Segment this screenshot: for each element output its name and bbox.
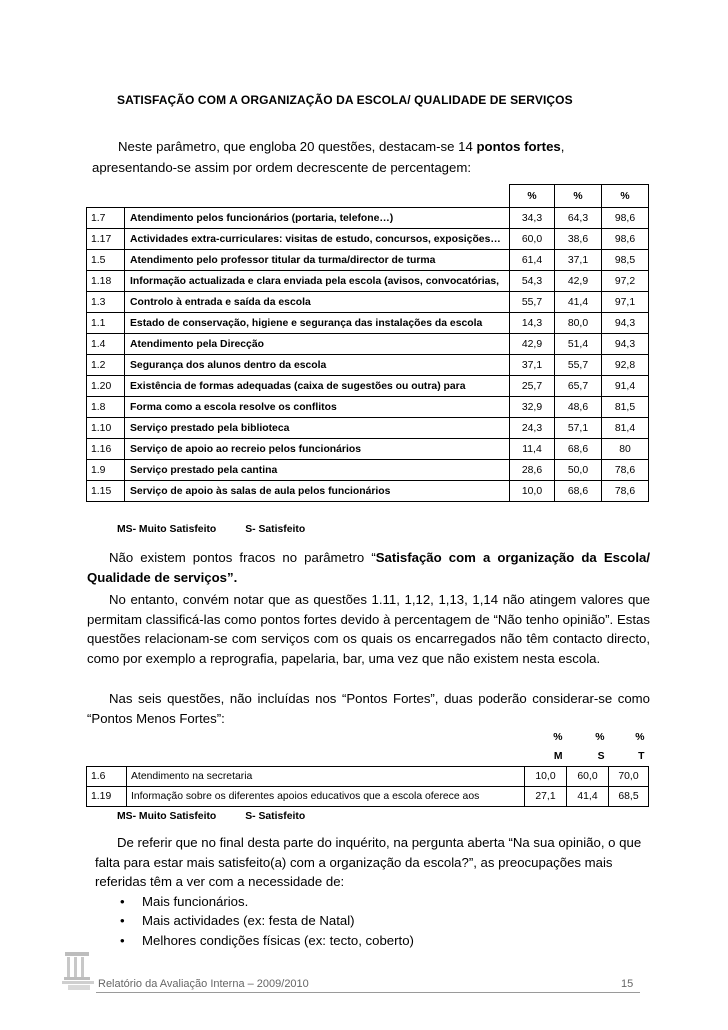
- intro-paragraph: [92, 136, 662, 178]
- row-code: 1.20: [87, 376, 125, 397]
- table-row: [87, 376, 649, 397]
- row-code: 1.1: [87, 313, 125, 334]
- row-description: Serviço de apoio ao recreio pelos funcionários: [125, 439, 510, 460]
- row-code: 1.17: [87, 229, 125, 250]
- row-value-t: 81,5: [602, 397, 649, 418]
- row-value-ms: 60,0: [510, 229, 555, 250]
- row-description: Existência de formas adequadas (caixa de sugestões ou outra) para: [125, 376, 510, 397]
- row-value-t: 94,3: [602, 334, 649, 355]
- row-value-s: 55,7: [555, 355, 602, 376]
- table2-subheader-row: [87, 747, 649, 767]
- intro-comma: ,: [560, 139, 565, 154]
- footer-title: Relatório da Avaliação Interna – 2009/2010: [98, 978, 309, 990]
- row-value-ms: 14,3: [510, 313, 555, 334]
- row-value-t: 81,4: [602, 418, 649, 439]
- table-row: [87, 418, 649, 439]
- row-description: Segurança dos alunos dentro da escola: [125, 355, 510, 376]
- row-value-ms: 24,3: [510, 418, 555, 439]
- row-value-s: 68,6: [555, 481, 602, 502]
- row-value-s: 50,0: [555, 460, 602, 481]
- final-paragraph: [95, 833, 655, 950]
- table-row: [87, 767, 649, 787]
- list-item: [120, 931, 655, 951]
- legend-ms: MS- Muito Satisfeito: [117, 524, 217, 535]
- row-value-s: 57,1: [555, 418, 602, 439]
- row-value-ms: 28,6: [510, 460, 555, 481]
- row-value-t: 98,6: [602, 229, 649, 250]
- table-row: [87, 481, 649, 502]
- table-row: [87, 334, 649, 355]
- less-strong-points-table: [86, 728, 649, 807]
- row-value-t: 94,3: [602, 313, 649, 334]
- t2-header-2: %: [595, 732, 605, 743]
- bullet-text: Mais actividades (ex: festa de Natal): [142, 913, 355, 928]
- row-description: Serviço de apoio às salas de aula pelos funcionários: [125, 481, 510, 502]
- para1-text: Não existem pontos fracos no parâmetro “: [109, 550, 376, 565]
- row-value-ms: 42,9: [510, 334, 555, 355]
- row-description: Atendimento pelo professor titular da turma/director de turma: [125, 250, 510, 271]
- row-value-s: 68,6: [555, 439, 602, 460]
- row-description: Forma como a escola resolve os conflitos: [125, 397, 510, 418]
- intro-bold: pontos fortes: [476, 139, 561, 154]
- row-description: Serviço prestado pela cantina: [125, 460, 510, 481]
- row-value-ms: 32,9: [510, 397, 555, 418]
- table-row: [87, 460, 649, 481]
- row-value-ms: 61,4: [510, 250, 555, 271]
- page-number: 15: [621, 978, 634, 990]
- row-code: 1.5: [87, 250, 125, 271]
- bullet-icon: •: [120, 932, 125, 948]
- row-value-ms: 10,0: [525, 767, 567, 787]
- bullet-icon: •: [120, 893, 125, 909]
- row-code: 1.6: [87, 767, 127, 787]
- t2-header-1: %: [553, 732, 563, 743]
- paragraph-less-strong: [87, 689, 650, 728]
- row-value-s: 60,0: [567, 767, 609, 787]
- legend-s: S- Satisfeito: [245, 524, 306, 535]
- row-value-s: 48,6: [555, 397, 602, 418]
- row-value-t: 97,2: [602, 271, 649, 292]
- row-value-t: 68,5: [609, 787, 649, 807]
- row-value-t: 98,6: [602, 208, 649, 229]
- table-row: [87, 439, 649, 460]
- row-value-t: 78,6: [602, 460, 649, 481]
- row-value-s: 41,4: [555, 292, 602, 313]
- col-header-ms: %: [510, 185, 555, 208]
- legend2-s: S- Satisfeito: [245, 811, 306, 822]
- table-row: [87, 250, 649, 271]
- section-title: SATISFAÇÃO COM A ORGANIZAÇÃO DA ESCOLA/ QUALIDADE DE SERVIÇOS: [117, 93, 573, 107]
- row-description: Atendimento pela Direcção: [125, 334, 510, 355]
- col-header-t: %: [602, 185, 649, 208]
- row-value-t: 92,8: [602, 355, 649, 376]
- row-description: Serviço prestado pela biblioteca: [125, 418, 510, 439]
- table-row: [87, 787, 649, 807]
- legend-2: [117, 811, 305, 822]
- para2-text: No entanto, convém notar que as questões 1.11, 1,12, 1,13, 1,14 não atingem valores que permitam classificá-las como pontos fortes devido à percentagem de “Não tenho opinião”. Estas questões relacionam-se com serviços com os quais os encarregados não têm contacto directo, como por exemplo a reprografia, papelaria, bar, uma vez que não existem nesta escola.: [87, 592, 650, 666]
- row-value-ms: 27,1: [525, 787, 567, 807]
- row-value-s: 41,4: [567, 787, 609, 807]
- row-value-ms: 34,3: [510, 208, 555, 229]
- row-code: 1.10: [87, 418, 125, 439]
- row-value-ms: 55,7: [510, 292, 555, 313]
- row-code: 1.7: [87, 208, 125, 229]
- table-header-row: [87, 185, 649, 208]
- col-header-s: %: [555, 185, 602, 208]
- strong-points-table: [86, 184, 649, 502]
- row-value-t: 97,1: [602, 292, 649, 313]
- row-code: 1.18: [87, 271, 125, 292]
- row-description: Estado de conservação, higiene e segurança das instalações da escola: [125, 313, 510, 334]
- row-value-s: 37,1: [555, 250, 602, 271]
- row-value-t: 98,5: [602, 250, 649, 271]
- table-row: [87, 355, 649, 376]
- row-code: 1.9: [87, 460, 125, 481]
- para3-text: Nas seis questões, não incluídas nos “Pontos Fortes”, duas poderão considerar-se como “Pontos Menos Fortes”:: [87, 691, 650, 726]
- row-description: Actividades extra-curriculares: visitas de estudo, concursos, exposições…: [125, 229, 510, 250]
- bullet-text: Mais funcionários.: [142, 893, 249, 909]
- row-value-t: 70,0: [609, 767, 649, 787]
- row-code: 1.3: [87, 292, 125, 313]
- legend2-ms: MS- Muito Satisfeito: [117, 811, 217, 822]
- list-item: [120, 911, 655, 931]
- row-code: 1.15: [87, 481, 125, 502]
- paragraph-no-weak-points: [87, 548, 650, 587]
- row-code: 1.4: [87, 334, 125, 355]
- concerns-list: [95, 892, 655, 951]
- row-description: Informação actualizada e clara enviada pela escola (avisos, convocatórias,: [125, 271, 510, 292]
- table-row: [87, 292, 649, 313]
- row-value-t: 80: [602, 439, 649, 460]
- t2-sub-t: T: [638, 751, 645, 762]
- paragraph-notes: [87, 590, 650, 668]
- row-code: 1.16: [87, 439, 125, 460]
- t2-sub-m: M: [553, 751, 563, 762]
- row-description: Atendimento na secretaria: [127, 767, 525, 787]
- intro-text: Neste parâmetro, que engloba 20 questões, destacam-se 14: [118, 139, 477, 154]
- row-value-s: 64,3: [555, 208, 602, 229]
- row-description: Controlo à entrada e saída da escola: [125, 292, 510, 313]
- t2-header-3: %: [635, 732, 645, 743]
- row-description: Informação sobre os diferentes apoios educativos que a escola oferece aos: [127, 787, 525, 807]
- table2-header-row: [87, 728, 649, 747]
- row-code: 1.8: [87, 397, 125, 418]
- bullet-icon: •: [120, 913, 125, 928]
- row-value-ms: 11,4: [510, 439, 555, 460]
- table-row: [87, 229, 649, 250]
- bullet-text: Melhores condições físicas (ex: tecto, coberto): [142, 932, 414, 948]
- school-logo-icon: [62, 948, 96, 992]
- table-row: [87, 313, 649, 334]
- row-description: Atendimento pelos funcionários (portaria, telefone…): [125, 208, 510, 229]
- table-row: [87, 397, 649, 418]
- row-value-t: 91,4: [602, 376, 649, 397]
- row-value-ms: 54,3: [510, 271, 555, 292]
- row-code: 1.19: [87, 787, 127, 807]
- para1-bold: Satisfação com a organização da Escola/ Qualidade de serviços”.: [87, 550, 651, 585]
- row-value-ms: 25,7: [510, 376, 555, 397]
- list-item: [120, 892, 655, 912]
- final-text: De referir que no final desta parte do inquérito, na pergunta aberta “Na sua opinião, o que falta para estar mais satisfeito(a) com a organização da escola?”, as preocupações mais referidas têm a ver com a necessidade de:: [95, 835, 642, 889]
- row-value-s: 42,9: [555, 271, 602, 292]
- row-value-s: 38,6: [555, 229, 602, 250]
- footer-divider: [96, 992, 640, 993]
- row-value-s: 80,0: [555, 313, 602, 334]
- row-value-t: 78,6: [602, 481, 649, 502]
- table-row: [87, 271, 649, 292]
- row-value-ms: 10,0: [510, 481, 555, 502]
- row-value-s: 65,7: [555, 376, 602, 397]
- row-value-ms: 37,1: [510, 355, 555, 376]
- row-value-s: 51,4: [555, 334, 602, 355]
- intro-line2: apresentando-se assim por ordem decrescente de percentagem:: [92, 160, 471, 175]
- table-row: [87, 208, 649, 229]
- t2-sub-s: S: [597, 751, 605, 762]
- row-code: 1.2: [87, 355, 125, 376]
- legend: [117, 524, 305, 535]
